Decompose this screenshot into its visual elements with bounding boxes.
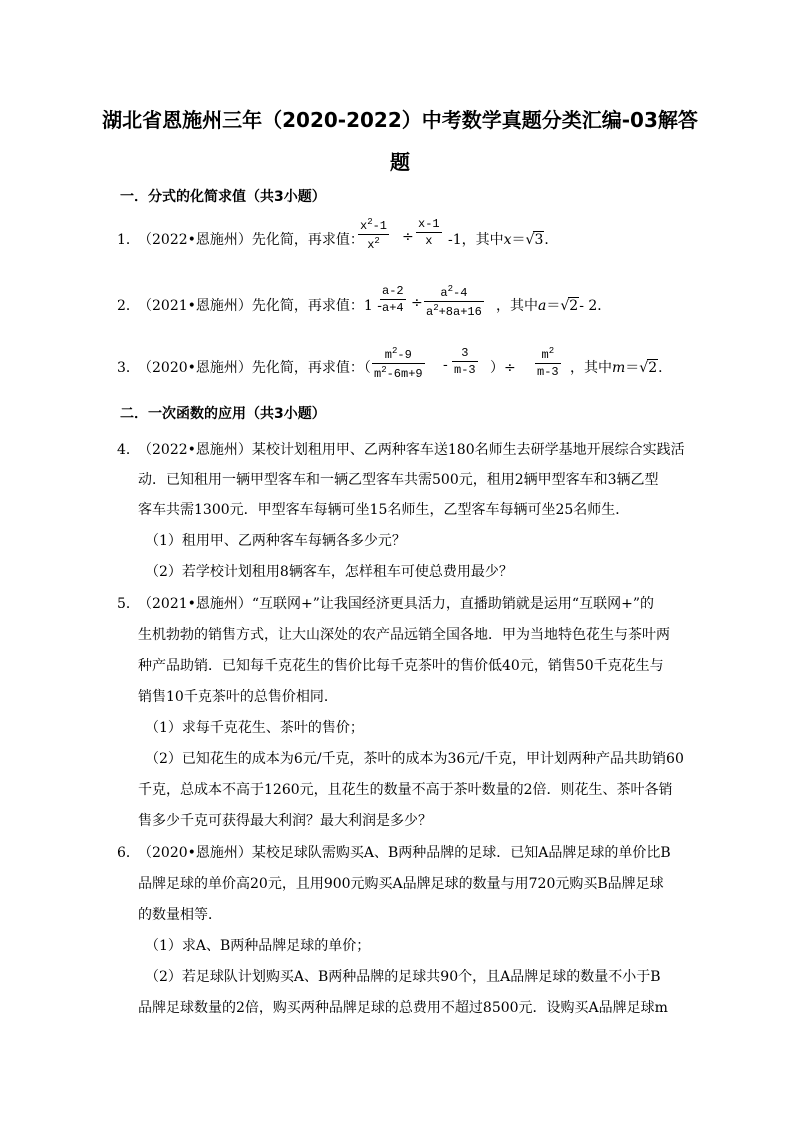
question-text: 销售10千克茶叶的总售价相同． — [138, 689, 338, 705]
question-text: 客车共需1300元．甲型客车每辆可坐15名师生，乙型客车每辆可坐25名师生． — [138, 502, 630, 518]
sub-question-2-text: 品牌足球数量的2倍，购买两种品牌足球的总费用不超过8500元．设购买A品牌足球m — [138, 1000, 668, 1016]
operator: ÷ — [411, 295, 423, 311]
section-heading-linear-functions: 二．一次函数的应用（共3小题） — [120, 406, 326, 422]
question-number: 1． — [117, 232, 140, 248]
operator: - — [443, 357, 448, 373]
question-text: 品牌足球的单价高20元，且用900元购买A品牌足球的数量与用720元购买B品牌足球 — [138, 876, 664, 892]
document-title-continued: 题 — [390, 150, 410, 174]
question-source: （2021•恩施州）先化简，再求值：1 - — [138, 298, 382, 314]
question-text: （2020•恩施州）某校足球队需购买A、B两种品牌的足球．已知A品牌足球的单价比B — [138, 845, 671, 861]
document-page: 湖北省恩施州三年（2020-2022）中考数学真题分类汇编-03解答 题 一．分式的化简求值（共3小题） 1． （2022•恩施州）先化简，再求值： $x^2-1$ $x^2$ ÷ x-1 x -1，其中x＝√3． 2． （2021•恩施州）先化简，再求值：1 - a-2 a+4 ÷ $a^2-4$ $a^2+8a+16$ ，其中a＝√2- 2． 3． （2020•恩施州）先化简，再求值：（ $m^2-9$ $m^2-6m+9$ - 3 m-3 ）÷ $m^2$ m-3 ，其中m＝√2． 二．一次函数的应用（共3小题） 4． （2022•恩施州）某校计划租用甲、乙两种客车送180名师生去研学基地开展综合实践活 动．已知租用一辆甲型客车和一辆乙型客车共需500元，租用2辆甲型客车和3辆乙型 客车共需1300元．甲型客车每辆可坐15名师生，乙型客车每辆可坐25名师生． （1）租用甲、乙两种客车每辆各多少元？ （2）若学校计划租用8辆客车，怎样租车可使总费用最少？ 5． （2021•恩施州）“互联网+”让我国经济更具活力，直播助销就是运用“互联网+”的 生机勃勃的销售方式，让大山深处的农产品远销全国各地．甲为当地特色花生与茶叶两 种产品助销．已知每千克花生的售价比每千克茶叶的售价低40元，销售50千克花生与 销售10千克茶叶的总售价相同． （1）求每千克花生、茶叶的售价； （2）已知花生的成本为6元/千克，茶叶的成本为36元/千克，甲计划两种产品共助销60 千克，总成本不高于1260元，且花生的数量不高于茶叶数量的2倍．则花生、茶叶各销 售多少千克可获得最大利润？最大利润是多少？ 6． （2020•恩施州）某校足球队需购买A、B两种品牌的足球．已知A品牌足球的单价比B 品牌足球的单价高20元，且用900元购买A品牌足球的数量与用720元购买B品牌足球 的数量相等． （1）求A、B两种品牌足球的单价； （2）若足球队计划购买A、B两种品牌的足球共90个，且A品牌足球的数量不小于B 品牌足球数量的2倍，购买两种品牌足球的总费用不超过8500元．设购买A品牌足球m — [0, 0, 794, 1123]
question-text: 生机勃勃的销售方式，让大山深处的农产品远销全国各地．甲为当地特色花生与茶叶两 — [138, 627, 670, 643]
operator: ÷ — [402, 229, 414, 245]
question-text: 种产品助销．已知每千克花生的售价比每千克茶叶的售价低40元，销售50千克花生与 — [138, 658, 664, 674]
sub-question-2-text: 售多少千克可获得最大利润？最大利润是多少？ — [138, 813, 432, 829]
fraction-1: a-2 a+4 — [382, 284, 404, 315]
question-number: 4． — [117, 442, 140, 458]
document-title: 湖北省恩施州三年（2020-2022）中考数学真题分类汇编-03解答 — [102, 108, 698, 132]
fraction-2: 3 m-3 — [454, 346, 476, 377]
question-text: 动．已知租用一辆甲型客车和一辆乙型客车共需500元，租用2辆甲型客车和3辆乙型 — [138, 472, 659, 488]
sub-question-2: （2）已知花生的成本为6元/千克，茶叶的成本为36元/千克，甲计划两种产品共助销60 — [145, 751, 684, 767]
sub-question-1: （1）求A、B两种品牌足球的单价； — [145, 938, 371, 954]
question-source: （2020•恩施州）先化简，再求值：（ — [138, 360, 371, 376]
fraction-3: $m^2$ m-3 — [537, 346, 559, 379]
sub-question-1: （1）租用甲、乙两种客车每辆各多少元？ — [145, 533, 406, 549]
question-text: （2022•恩施州）某校计划租用甲、乙两种客车送180名师生去研学基地开展综合实践活 — [138, 442, 685, 458]
question-text: 的数量相等． — [138, 907, 222, 923]
sub-question-2: （2）若足球队计划购买A、B两种品牌的足球共90个，且A品牌足球的数量不小于B — [145, 969, 661, 985]
question-number: 2． — [117, 298, 140, 314]
question-source: （2022•恩施州）先化简，再求值： — [138, 232, 364, 248]
sub-question-2-text: 千克，总成本不高于1260元，且花生的数量不高于茶叶数量的2倍．则花生、茶叶各销 — [138, 782, 673, 798]
sub-question-2: （2）若学校计划租用8辆客车，怎样租车可使总费用最少？ — [145, 564, 513, 580]
question-text: （2021•恩施州）“互联网+”让我国经济更具活力，直播助销就是运用“互联网+”的 — [138, 596, 654, 612]
section-heading-fractions: 一．分式的化简求值（共3小题） — [120, 189, 326, 205]
question-number: 6． — [117, 845, 140, 861]
question-number: 3． — [117, 360, 140, 376]
sub-question-1: （1）求每千克花生、茶叶的售价； — [145, 720, 364, 736]
question-number: 5． — [117, 596, 140, 612]
fraction-1: $x^2-1$ $x^2$ — [360, 217, 388, 252]
fraction-2: x-1 x — [418, 217, 440, 248]
fraction-1: $m^2-9$ $m^2-6m+9$ — [374, 346, 423, 381]
fraction-2: $a^2-4$ $a^2+8a+16$ — [426, 284, 482, 319]
